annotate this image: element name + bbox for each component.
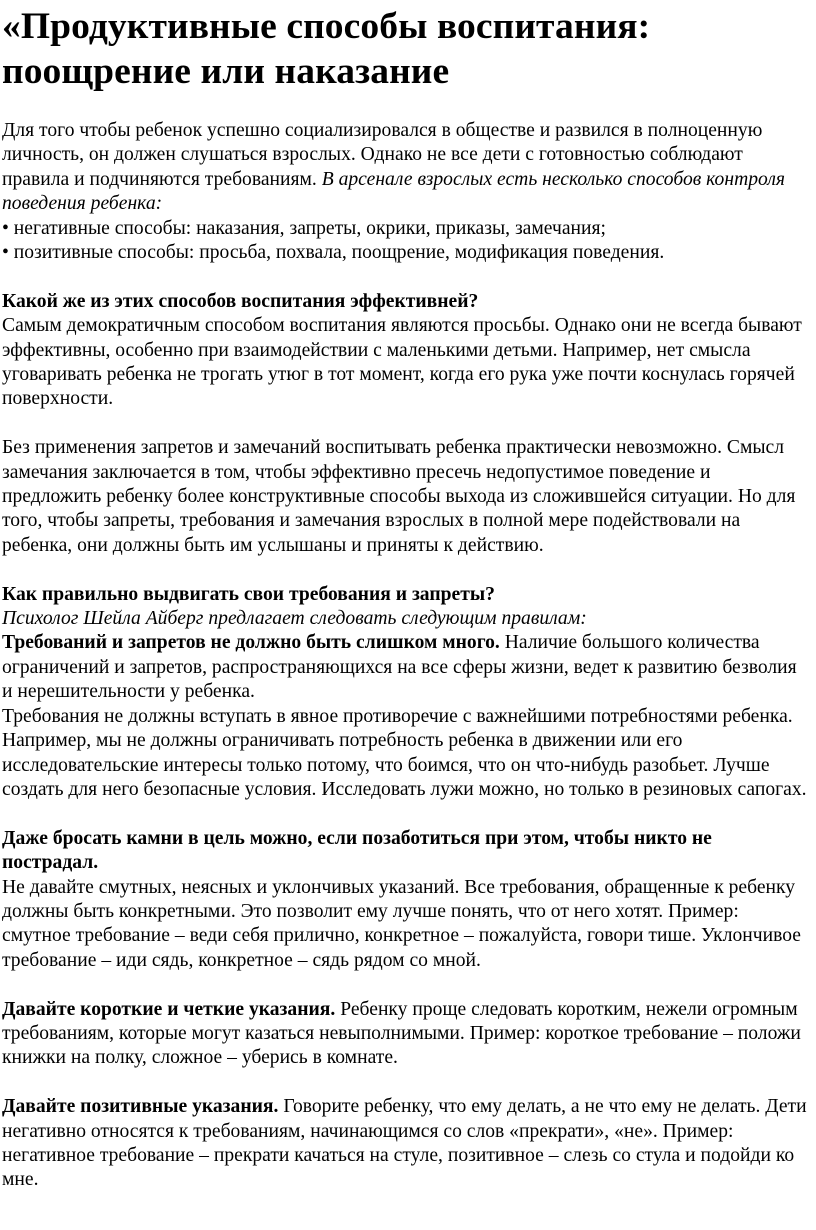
spacer (2, 973, 808, 997)
section5-text: Говорите ребенку, что ему делать, а не что ему не делать. Дети негативно относятся к требованиям, начинающимся со слов «прекрати», «не». Пример: негативное требование – прекрати качаться на стуле, позитивное – слезь со стула и подойди ко мне. (2, 1096, 807, 1191)
rule1-text: Наличие большого количества ограничений и запретов, распространяющихся на все сферы жизни, ведет к развитию безволия и нерешительности у ребенка. (2, 632, 797, 703)
section1-heading-text: Какой же из этих способов воспитания эффективней? (2, 290, 479, 312)
spacer (2, 802, 808, 826)
section1-paragraph: Самым демократичным способом воспитания являются просьбы. Однако они не всегда бывают эффективны, особенно при взаимодействии с маленькими детьми. Например, нет смысла уговаривать ребенка не трогать утюг в тот момент, когда его рука уже почти коснулась горячей поверхности. (2, 315, 802, 410)
section3-paragraph: Не давайте смутных, неясных и уклончивых указаний. Все требования, обращенные к ребенку должны быть конкретными. Это позволит ему лучше понять, что от него хотят. Пример: смутное требование – веди себя прилично, конкретное – пожалуйста, говори тише. Уклончивое требование – иди сядь, конкретное – сядь рядом со мной. (2, 876, 801, 971)
section5-bold: Давайте позитивные указания. (2, 1096, 279, 1118)
section4-paragraph (2, 998, 808, 1071)
section4-text: Ребенку проще следовать коротким, нежели огромным требованиям, которые могут казаться невыполнимыми. Пример: короткое требование – положи книжки на полку, сложное – уберись в комнате. (2, 998, 801, 1069)
spacer (2, 412, 808, 436)
section1-heading (2, 290, 808, 314)
spacer (2, 558, 808, 582)
page-title: «Продуктивные способы воспитания: поощрение или наказание (2, 6, 651, 92)
rule2-paragraph: Требования не должны вступать в явное противоречие с важнейшими потребностями ребенка. Например, мы не должны ограничивать потребность ребенка в движении или его исследовательские интересы только потому, что боимся, что он что-нибудь разобьет. Лучше создать для него безопасные условия. Исследовать лужи можно, но только в резиновых сапогах. (2, 705, 807, 800)
rule1-bold: Требований и запретов не должно быть слишком много. (2, 632, 500, 654)
spacer (2, 1071, 808, 1095)
bullet-negative: • негативные способы: наказания, запреты, окрики, приказы, замечания; (2, 217, 606, 239)
section5-paragraph (2, 1095, 808, 1193)
intro-paragraph (2, 119, 808, 217)
bullet-positive: • позитивные способы: просьба, похвала, поощрение, модификация поведения. (2, 242, 665, 264)
document-body (2, 119, 808, 1193)
section4-bold: Давайте короткие и четкие указания. (2, 998, 336, 1020)
rule1-paragraph (2, 631, 808, 704)
intro-italic: В арсенале взрослых есть несколько способов контроля поведения ребенка: (2, 168, 785, 215)
section2-heading-text: Как правильно выдвигать свои требования и запреты? (2, 583, 495, 605)
section2-heading (2, 583, 808, 607)
section3-heading (2, 827, 808, 876)
section2-italic-text: Психолог Шейла Айберг предлагает следовать следующим правилам: (2, 608, 587, 630)
section3-bold: Даже бросать камни в цель можно, если позаботиться при этом, чтобы никто не пострадал. (2, 827, 712, 874)
paragraph-2: Без применения запретов и замечаний воспитывать ребенка практически невозможно. Смысл замечания заключается в том, чтобы эффективно пресечь недопустимое поведение и предложить ребенку более конструктивные способы выхода из сложившейся ситуации. Но для того, чтобы запреты, требования и замечания взрослых в полной мере подействовали на ребенка, они должны быть им услышаны и приняты к действию. (2, 437, 796, 556)
intro-text: Для того чтобы ребенок успешно социализировался в обществе и развился в полноценную личность, он должен слушаться взрослых. Однако не все дети с готовностью соблюдают правила и подчиняются требованиям. (2, 120, 763, 190)
section2-italic (2, 607, 808, 631)
spacer (2, 265, 808, 289)
